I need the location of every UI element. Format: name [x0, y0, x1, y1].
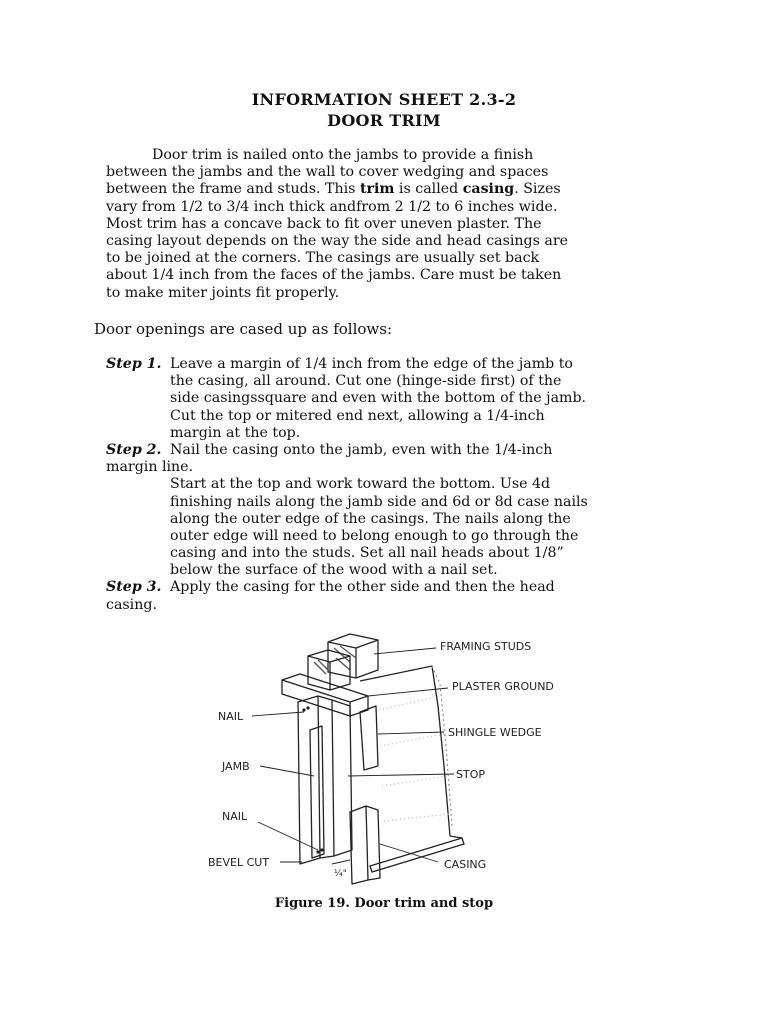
step-2-line: outer edge will need to belong enough to go through the: [170, 527, 579, 544]
step-3-label: Step 3.: [106, 579, 162, 596]
term-casing: casing: [462, 181, 515, 198]
step-1-label: Step 1.: [106, 356, 162, 372]
intro-line: casing layout depends on the way the side and head casings are: [106, 233, 569, 250]
door-trim-figure: [200, 626, 580, 886]
step-3-line: casing.: [106, 596, 157, 613]
label-stop: STOP: [456, 768, 485, 781]
label-casing: CASING: [444, 858, 487, 871]
label-shingle-wedge: SHINGLE WEDGE: [448, 726, 542, 739]
intro-line: about 1/4 inch from the faces of the jambs. Care must be taken: [106, 267, 562, 284]
step-1-line: Step 1. Leave a margin of 1/4 inch from the edge of the jamb to: [106, 356, 573, 372]
steps-intro: Door openings are cased up as follows:: [94, 320, 393, 338]
intro-line: vary from 1/2 to 3/4 inch thick andfrom 2 1/2 to 6 inches wide.: [106, 198, 558, 215]
label-bevel-cut: BEVEL CUT: [208, 856, 270, 869]
step-1-line: Cut the top or mitered end next, allowing a 1/4-inch: [170, 407, 545, 424]
jamb: [332, 700, 352, 856]
step-2-line: Step 2. Nail the casing onto the jamb, even with the 1/4-inch: [106, 441, 553, 458]
sheet-subtitle: DOOR TRIM: [327, 111, 441, 130]
step-2-line: finishing nails along the jamb side and 6d or 8d case nails: [170, 493, 588, 510]
head-casing: [282, 674, 368, 716]
door-stop: [310, 726, 324, 858]
step-2-line: Start at the top and work toward the bottom. Use 4d: [170, 476, 551, 493]
label-framing-studs: FRAMING STUDS: [440, 640, 532, 653]
step-2-line: below the surface of the wood with a nail set.: [170, 562, 498, 579]
step-2-line: casing and into the studs. Set all nail heads about 1/8”: [170, 545, 564, 562]
steps-list: [106, 356, 686, 614]
shingle-wedge: [360, 706, 378, 770]
step-2-line: along the outer edge of the casings. The nails along the: [170, 510, 571, 527]
label-margin: ¼": [334, 869, 347, 879]
figure-caption: Figure 19. Door trim and stop: [274, 896, 494, 911]
label-nail-bottom: NAIL: [222, 810, 248, 823]
intro-line: between the jambs and the wall to cover wedging and spaces: [106, 164, 549, 181]
sheet-title: INFORMATION SHEET 2.3-2: [251, 90, 517, 109]
step-1-line: side casingssquare and even with the bottom of the jamb.: [170, 390, 587, 407]
intro-line: to be joined at the corners. The casings are usually set back: [106, 250, 540, 267]
step-3-line: Step 3. Apply the casing for the other side and then the head: [106, 579, 555, 596]
step-2-label: Step 2.: [106, 441, 162, 458]
term-trim: trim: [359, 181, 395, 198]
intro-line: between the frame and studs. This trim is called casing. Sizes: [106, 181, 561, 198]
step-1-line: the casing, all around. Cut one (hinge-side first) of the: [170, 373, 562, 390]
intro-line: Door trim is nailed onto the jambs to provide a finish: [152, 147, 534, 163]
side-casing-left: [298, 696, 320, 864]
intro-line: Most trim has a concave back to fit over uneven plaster. The: [106, 215, 542, 232]
intro-line: to make miter joints fit properly.: [106, 284, 340, 301]
label-nail-top: NAIL: [218, 710, 244, 723]
side-casing-right: [350, 806, 368, 884]
step-2-line: margin line.: [106, 459, 194, 476]
step-1-line: margin at the top.: [170, 424, 301, 441]
label-plaster-ground: PLASTER GROUND: [452, 680, 554, 693]
intro-paragraph: [106, 147, 676, 302]
label-jamb: JAMB: [222, 760, 250, 773]
